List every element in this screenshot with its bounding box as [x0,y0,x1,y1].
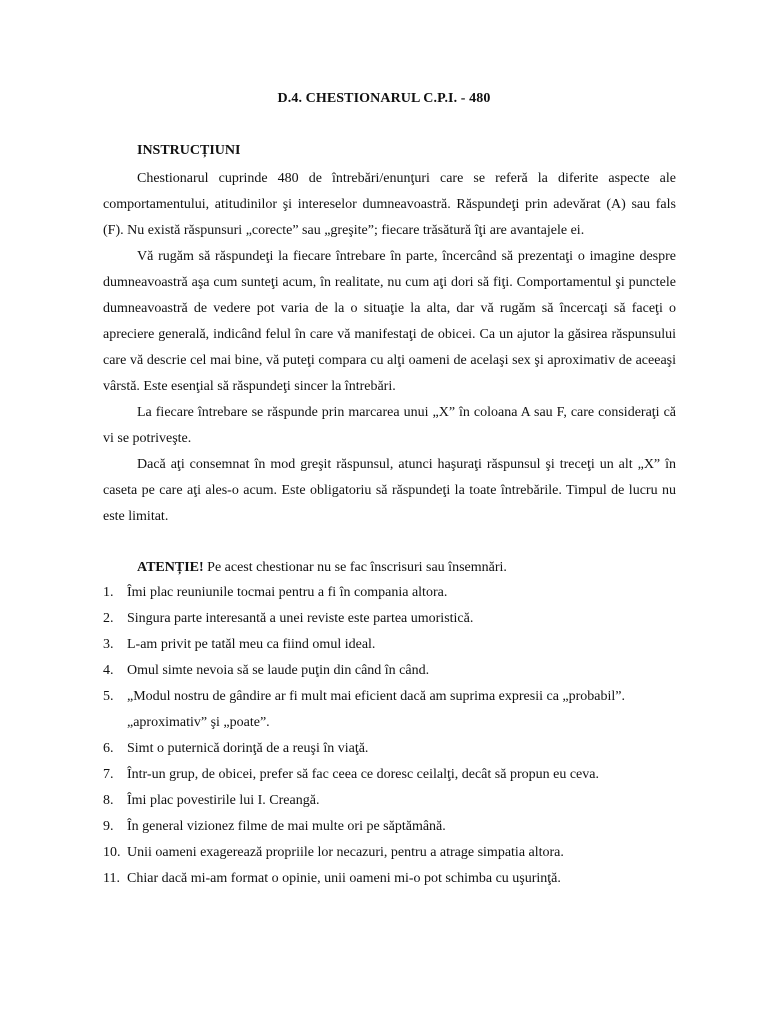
question-number: 1. [103,585,114,600]
question-item [103,814,683,840]
question-text: Îmi plac reuniunile tocmai pentru a fi în compania altora. [127,585,448,600]
question-number: 9. [103,819,114,834]
question-text: În general vizionez filme de mai multe ori pe săptămână. [127,819,446,834]
document-title: D.4. CHESTIONARUL C.P.I. - 480 [277,91,491,106]
attention-label: ATENȚIE! [137,560,204,575]
question-text: Singura parte interesantă a unei reviste este partea umoristică. [127,611,474,626]
question-number: 8. [103,793,114,808]
question-text-continued: „aproximativ” şi „poate”. [127,715,270,730]
question-item [103,866,683,892]
question-number: 3. [103,637,114,652]
instructions-paragraph: Dacă aţi consemnat în mod greşit răspunsul, atunci haşuraţi răspunsul şi treceţi un alt „X” în caseta pe care aţi ales-o acum. Este obligatoriu să răspundeţi la toate întrebările. Timpul de lucru nu este limitat. [103,457,676,524]
question-text: Omul simte nevoia să se laude puţin din când în când. [127,663,430,678]
instructions-heading: INSTRUCȚIUNI [137,143,241,158]
question-item [103,684,683,736]
questions-list [103,580,683,892]
instructions-body [103,166,676,530]
question-item [103,736,683,762]
question-item [103,762,683,788]
question-item [103,580,683,606]
question-number: 2. [103,611,114,626]
instructions-paragraph: Chestionarul cuprinde 480 de întrebări/enunţuri care se referă la diferite aspecte ale comportamentului, atitudinilor şi intereselor dumneavoastră. Răspundeţi prin adevărat (A) sau fals (F). Nu există răspunsuri „corecte” sau „greşite”; fiecare trăsătură îţi are avantajele ei. [103,171,676,238]
question-number: 4. [103,663,114,678]
question-text: Îmi plac povestirile lui I. Creangă. [127,793,320,808]
question-number: 5. [103,689,114,704]
question-number: 7. [103,767,114,782]
question-item [103,632,683,658]
question-number: 6. [103,741,114,756]
question-number: 10. [103,845,121,860]
attention-note [137,555,507,581]
question-text: L-am privit pe tatăl meu ca fiind omul ideal. [127,637,376,652]
question-text: Simt o puternică dorinţă de a reuşi în viaţă. [127,741,369,756]
attention-text: Pe acest chestionar nu se fac înscrisuri sau însemnări. [203,560,507,575]
instructions-paragraph: Vă rugăm să răspundeţi la fiecare întrebare în parte, încercând să prezentaţi o imagine despre dumneavoastră aşa cum sunteţi acum, în realitate, nu cum aţi dori să fiţi. Comportamentul şi punctele dumneavoastră de vedere pot varia de la o situaţie la alta, dar vă rugăm să încercaţi să faceţi o apreciere generală, indicând felul în care vă manifestaţi de obicei. Ca un ajutor la găsirea răspunsului care vă descrie cel mai bine, vă puteţi compara cu alţi oameni de acelaşi sex şi aproximativ de aceeaşi vârstă. Este esenţial să răspundeţi sincer la întrebări. [103,249,676,394]
question-item [103,658,683,684]
question-number: 11. [103,871,120,886]
question-item [103,788,683,814]
instructions-paragraph: La fiecare întrebare se răspunde prin marcarea unui „X” în coloana A sau F, care consideraţi că vi se potriveşte. [103,405,676,446]
question-text: „Modul nostru de gândire ar fi mult mai eficient dacă am suprima expresii ca „probabil”. [127,689,625,704]
question-item [103,840,683,866]
question-text: Într-un grup, de obicei, prefer să fac ceea ce doresc ceilalţi, decât să propun eu ceva. [127,767,599,782]
question-text: Unii oameni exagerează propriile lor necazuri, pentru a atrage simpatia altora. [127,845,564,860]
question-text: Chiar dacă mi-am format o opinie, unii oameni mi-o pot schimba cu uşurinţă. [127,871,561,886]
question-item [103,606,683,632]
